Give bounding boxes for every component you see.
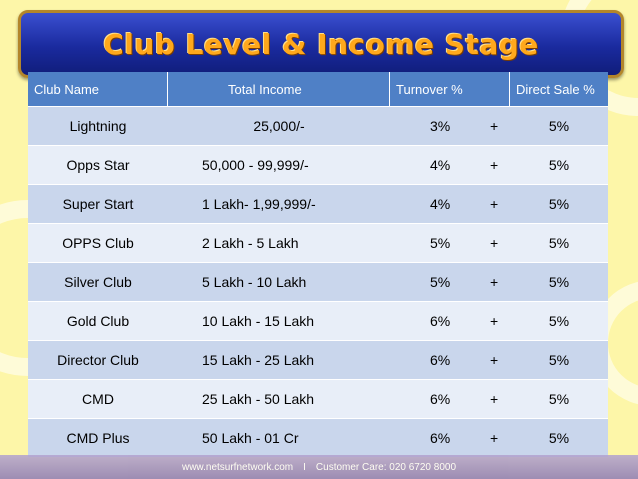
plus-sign: + <box>490 196 499 212</box>
club-name-cell: Silver Club <box>28 262 168 301</box>
club-name-cell: CMD Plus <box>28 418 168 457</box>
club-name-cell: Gold Club <box>28 301 168 340</box>
plus-sign: + <box>490 391 499 407</box>
club-name-cell: Lightning <box>28 106 168 145</box>
table-row <box>28 418 608 457</box>
direct-sale-cell: 5% <box>510 301 608 340</box>
plus-sign: + <box>490 430 499 446</box>
turnover-cell <box>390 223 510 262</box>
plus-sign: + <box>490 352 499 368</box>
total-income-cell: 1 Lakh- 1,99,999/- <box>168 184 390 223</box>
club-name-cell: Opps Star <box>28 145 168 184</box>
total-income-cell: 25,000/- <box>168 106 390 145</box>
turnover-cell <box>390 301 510 340</box>
total-income-cell: 25 Lakh - 50 Lakh <box>168 379 390 418</box>
table-row <box>28 106 608 145</box>
turnover-cell <box>390 340 510 379</box>
plus-sign: + <box>490 235 499 251</box>
total-income-cell: 5 Lakh - 10 Lakh <box>168 262 390 301</box>
turnover-percent: 6% <box>430 430 451 446</box>
direct-sale-cell: 5% <box>510 340 608 379</box>
column-header-direct-sale: Direct Sale % <box>510 72 608 106</box>
turnover-percent: 6% <box>430 391 451 407</box>
column-header-turnover: Turnover % <box>390 72 510 106</box>
direct-sale-cell: 5% <box>510 262 608 301</box>
turnover-percent: 6% <box>430 313 451 329</box>
turnover-percent: 5% <box>430 274 451 290</box>
table-row <box>28 379 608 418</box>
table-row <box>28 340 608 379</box>
direct-sale-cell: 5% <box>510 223 608 262</box>
table-row <box>28 262 608 301</box>
title-banner <box>18 10 624 78</box>
turnover-cell <box>390 262 510 301</box>
direct-sale-cell: 5% <box>510 106 608 145</box>
table-row <box>28 184 608 223</box>
turnover-cell <box>390 379 510 418</box>
table-header-row <box>28 72 608 106</box>
turnover-percent: 4% <box>430 196 451 212</box>
club-name-cell: Super Start <box>28 184 168 223</box>
footer-customer-care: Customer Care: 020 6720 8000 <box>315 461 457 473</box>
table-row <box>28 301 608 340</box>
turnover-percent: 3% <box>430 118 451 134</box>
plus-sign: + <box>490 274 499 290</box>
turnover-cell <box>390 106 510 145</box>
table-row <box>28 223 608 262</box>
total-income-cell: 50 Lakh - 01 Cr <box>168 418 390 457</box>
plus-sign: + <box>490 118 499 134</box>
plus-sign: + <box>490 313 499 329</box>
total-income-cell: 10 Lakh - 15 Lakh <box>168 301 390 340</box>
turnover-percent: 6% <box>430 352 451 368</box>
column-header-total-income: Total Income <box>168 72 390 106</box>
turnover-percent: 4% <box>430 157 451 173</box>
column-header-club-name: Club Name <box>28 72 168 106</box>
direct-sale-cell: 5% <box>510 184 608 223</box>
club-table <box>28 72 608 457</box>
turnover-cell <box>390 418 510 457</box>
plus-sign: + <box>490 157 499 173</box>
direct-sale-cell: 5% <box>510 379 608 418</box>
footer-website: www.netsurfnetwork.com <box>181 461 294 473</box>
total-income-cell: 50,000 - 99,999/- <box>168 145 390 184</box>
club-name-cell: Director Club <box>28 340 168 379</box>
turnover-cell <box>390 184 510 223</box>
footer-separator: I <box>303 461 306 473</box>
direct-sale-cell: 5% <box>510 418 608 457</box>
total-income-cell: 2 Lakh - 5 Lakh <box>168 223 390 262</box>
total-income-cell: 15 Lakh - 25 Lakh <box>168 340 390 379</box>
page-title: Club Level & Income Stage <box>103 27 539 61</box>
turnover-percent: 5% <box>430 235 451 251</box>
table-row <box>28 145 608 184</box>
direct-sale-cell: 5% <box>510 145 608 184</box>
turnover-cell <box>390 145 510 184</box>
club-name-cell: OPPS Club <box>28 223 168 262</box>
footer-bar <box>0 455 638 479</box>
club-name-cell: CMD <box>28 379 168 418</box>
